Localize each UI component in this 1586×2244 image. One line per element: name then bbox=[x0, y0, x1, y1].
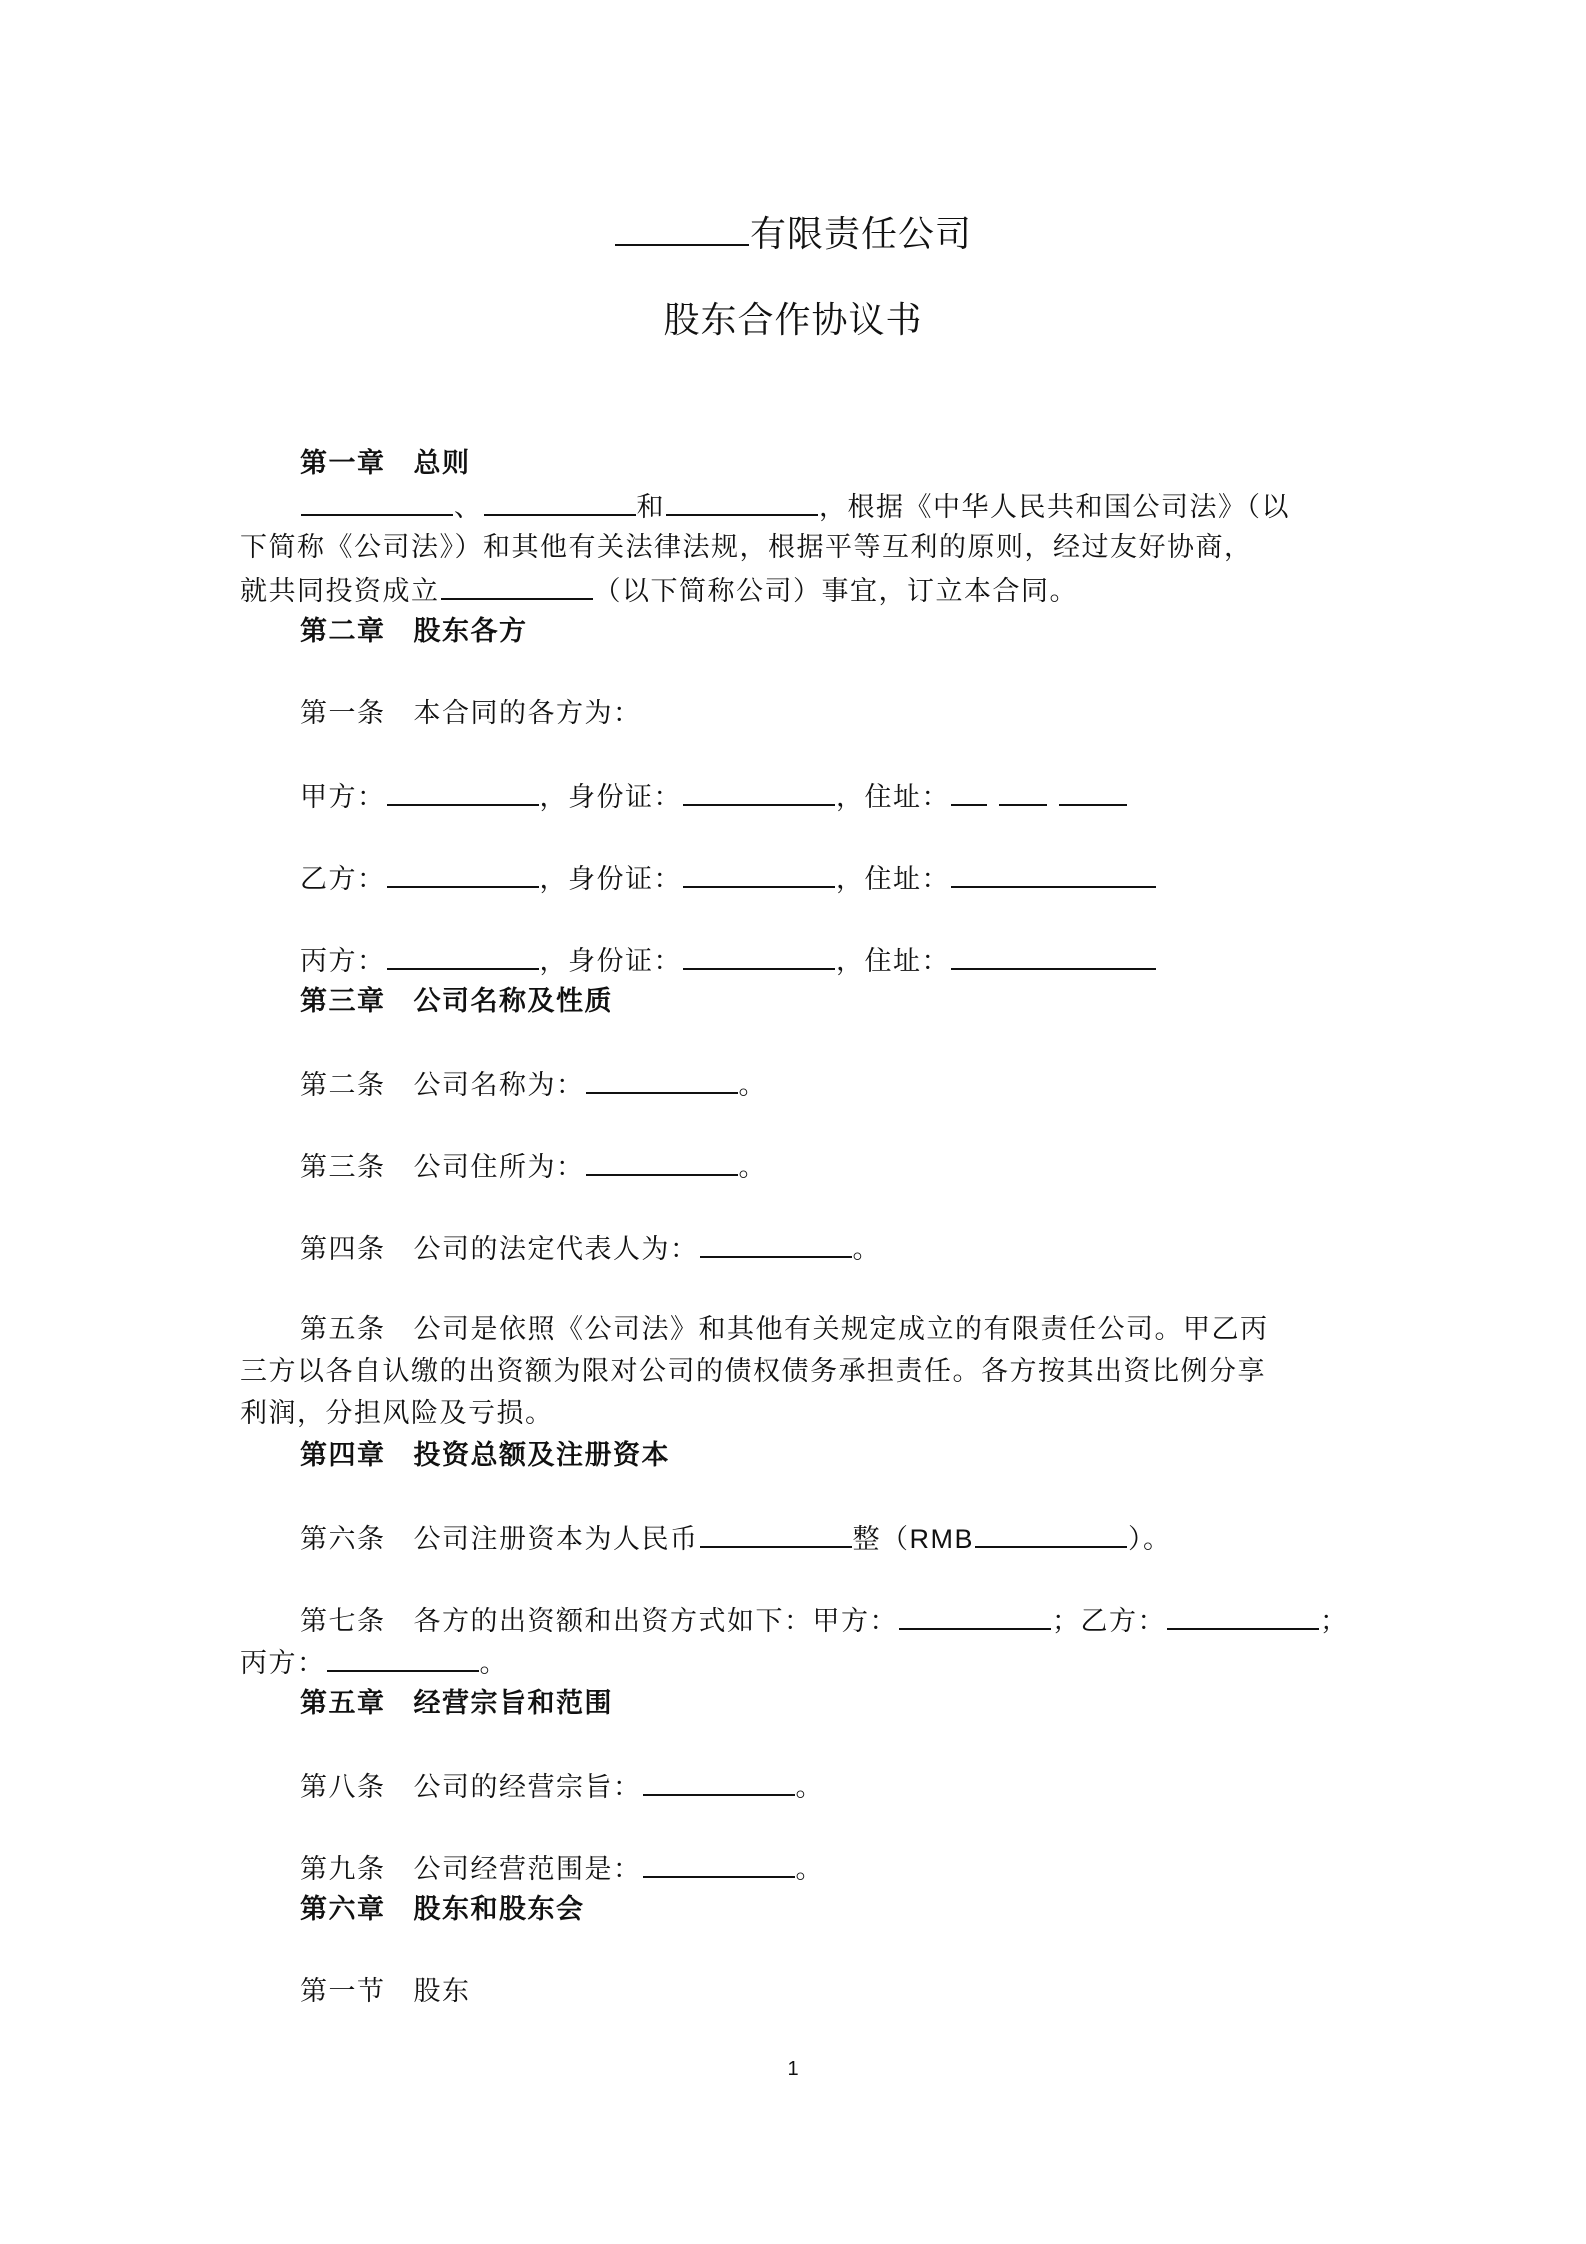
chapter-2-heading bbox=[300, 612, 528, 652]
party-blank-2 bbox=[484, 486, 636, 516]
article-6-number: 第六条 bbox=[300, 1524, 386, 1555]
chapter-6-number: 第六章 bbox=[300, 1894, 386, 1925]
party-blank-3 bbox=[666, 486, 818, 516]
party-a-address-blank-3 bbox=[1059, 776, 1127, 806]
article-5-number: 第五条 bbox=[300, 1314, 386, 1345]
party-b-contribution-blank bbox=[1167, 1600, 1319, 1630]
article-9-text: 公司经营范围是： bbox=[413, 1854, 642, 1885]
period: 。 bbox=[795, 1772, 824, 1803]
ch1-text-3a: 就共同投资成立 bbox=[240, 576, 440, 607]
ch1-paragraph-line-3 bbox=[240, 570, 1078, 612]
article-2-text: 公司名称为： bbox=[413, 1070, 585, 1101]
business-scope-blank bbox=[643, 1848, 795, 1878]
party-a-contribution-blank bbox=[899, 1600, 1051, 1630]
business-purpose-blank bbox=[643, 1766, 795, 1796]
ch1-paragraph-line-2: 下简称《公司法》）和其他有关法律法规，根据平等互利的原则，经过友好协商， bbox=[240, 532, 1253, 563]
page-number: 1 bbox=[787, 2058, 799, 2080]
party-a-label: 甲方： bbox=[300, 782, 386, 813]
chapter-5-title: 经营宗旨和范围 bbox=[413, 1688, 613, 1719]
party-c-id-blank bbox=[683, 940, 835, 970]
document-title: 股东合作协议书 bbox=[663, 300, 923, 341]
chapter-2-number: 第二章 bbox=[300, 616, 386, 647]
party-c-label: 丙方： bbox=[300, 946, 386, 977]
chapter-1-title: 总则 bbox=[413, 448, 471, 479]
article-6-mid: 整（ bbox=[852, 1524, 910, 1555]
registered-capital-cny-blank bbox=[700, 1518, 852, 1548]
conjunction: 和 bbox=[636, 492, 665, 523]
article-7-party-b-label: ；乙方： bbox=[1052, 1606, 1166, 1637]
party-b-name-blank bbox=[387, 858, 539, 888]
id-label: ，身份证： bbox=[539, 864, 682, 895]
chapter-3-number: 第三章 bbox=[300, 986, 386, 1017]
party-a-address-blank-1 bbox=[951, 776, 987, 806]
article-8-number: 第八条 bbox=[300, 1772, 386, 1803]
article-7-line-1 bbox=[300, 1600, 1349, 1642]
section-1-title: 股东 bbox=[413, 1976, 471, 2007]
address-label: ，住址： bbox=[836, 864, 950, 895]
period: 。 bbox=[479, 1648, 508, 1679]
company-blank bbox=[441, 570, 593, 600]
legal-representative-blank bbox=[700, 1228, 852, 1258]
section-1-number: 第一节 bbox=[300, 1976, 386, 2007]
article-3 bbox=[300, 1146, 767, 1188]
article-3-text: 公司住所为： bbox=[413, 1152, 585, 1183]
article-1-number: 第一条 bbox=[300, 698, 386, 729]
chapter-2-title: 股东各方 bbox=[413, 616, 528, 647]
company-name-title bbox=[0, 206, 1586, 257]
chapter-1-number: 第一章 bbox=[300, 448, 386, 479]
article-7-party-c-label: 丙方： bbox=[240, 1648, 326, 1679]
party-c-address-blank bbox=[951, 940, 1156, 970]
rmb-label: RMB bbox=[909, 1524, 974, 1554]
company-address-blank bbox=[586, 1146, 738, 1176]
party-b-id-blank bbox=[683, 858, 835, 888]
article-5-text-1: 公司是依照《公司法》和其他有关规定成立的有限责任公司。甲乙丙 bbox=[413, 1314, 1269, 1345]
chapter-4-heading bbox=[300, 1436, 670, 1476]
company-name-field-blank bbox=[586, 1064, 738, 1094]
id-label: ，身份证： bbox=[539, 946, 682, 977]
article-1-text: 本合同的各方为： bbox=[413, 698, 642, 729]
chapter-5-heading bbox=[300, 1684, 613, 1724]
chapter-3-heading bbox=[300, 982, 613, 1022]
party-blank-1 bbox=[301, 486, 453, 516]
chapter-6-title: 股东和股东会 bbox=[413, 1894, 585, 1925]
chapter-3-title: 公司名称及性质 bbox=[413, 986, 613, 1017]
party-b-line bbox=[300, 858, 1157, 900]
article-4-text: 公司的法定代表人为： bbox=[413, 1234, 699, 1265]
section-1 bbox=[300, 1972, 471, 2012]
article-8 bbox=[300, 1766, 824, 1808]
period: 。 bbox=[738, 1152, 767, 1183]
party-b-address-blank bbox=[951, 858, 1156, 888]
article-5-line-3: 利润，分担风险及亏损。 bbox=[240, 1398, 554, 1429]
chapter-1-heading bbox=[300, 444, 471, 484]
party-a-name-blank bbox=[387, 776, 539, 806]
party-c-line bbox=[300, 940, 1157, 982]
address-label: ，住址： bbox=[836, 782, 950, 813]
chapter-5-number: 第五章 bbox=[300, 1688, 386, 1719]
article-2-number: 第二条 bbox=[300, 1070, 386, 1101]
article-6 bbox=[300, 1518, 1172, 1560]
party-c-name-blank bbox=[387, 940, 539, 970]
party-a-line bbox=[300, 776, 1128, 818]
article-8-text: 公司的经营宗旨： bbox=[413, 1772, 642, 1803]
article-7-number: 第七条 bbox=[300, 1606, 386, 1637]
company-name-blank bbox=[615, 206, 749, 246]
article-6-tail: ）。 bbox=[1128, 1524, 1172, 1555]
article-7-line-2 bbox=[240, 1642, 508, 1684]
semicolon: ； bbox=[1320, 1606, 1349, 1637]
separator: 、 bbox=[454, 492, 483, 523]
article-1 bbox=[300, 694, 642, 734]
chapter-4-number: 第四章 bbox=[300, 1440, 386, 1471]
party-a-address-blank-2 bbox=[999, 776, 1047, 806]
article-9-number: 第九条 bbox=[300, 1854, 386, 1885]
registered-capital-rmb-blank bbox=[975, 1518, 1127, 1548]
party-b-label: 乙方： bbox=[300, 864, 386, 895]
party-c-contribution-blank bbox=[327, 1642, 479, 1672]
ch1-paragraph-line-1 bbox=[300, 486, 1290, 528]
chapter-6-heading bbox=[300, 1890, 585, 1930]
period: 。 bbox=[852, 1234, 881, 1265]
ch1-text-1: ，根据《中华人民共和国公司法》（以 bbox=[819, 492, 1290, 523]
party-a-id-blank bbox=[683, 776, 835, 806]
article-9 bbox=[300, 1848, 824, 1890]
chapter-4-title: 投资总额及注册资本 bbox=[413, 1440, 670, 1471]
address-label: ，住址： bbox=[836, 946, 950, 977]
article-3-number: 第三条 bbox=[300, 1152, 386, 1183]
ch1-text-3b: （以下简称公司）事宜，订立本合同。 bbox=[593, 576, 1078, 607]
article-7-text: 各方的出资额和出资方式如下：甲方： bbox=[413, 1606, 898, 1637]
article-4 bbox=[300, 1228, 881, 1270]
article-5-line-2: 三方以各自认缴的出资额为限对公司的债权债务承担责任。各方按其出资比例分享 bbox=[240, 1356, 1266, 1387]
period: 。 bbox=[795, 1854, 824, 1885]
company-suffix: 有限责任公司 bbox=[749, 214, 972, 255]
article-5-line-1 bbox=[300, 1310, 1269, 1350]
article-4-number: 第四条 bbox=[300, 1234, 386, 1265]
article-2 bbox=[300, 1064, 767, 1106]
id-label: ，身份证： bbox=[539, 782, 682, 813]
article-6-text: 公司注册资本为人民币 bbox=[413, 1524, 699, 1555]
period: 。 bbox=[738, 1070, 767, 1101]
